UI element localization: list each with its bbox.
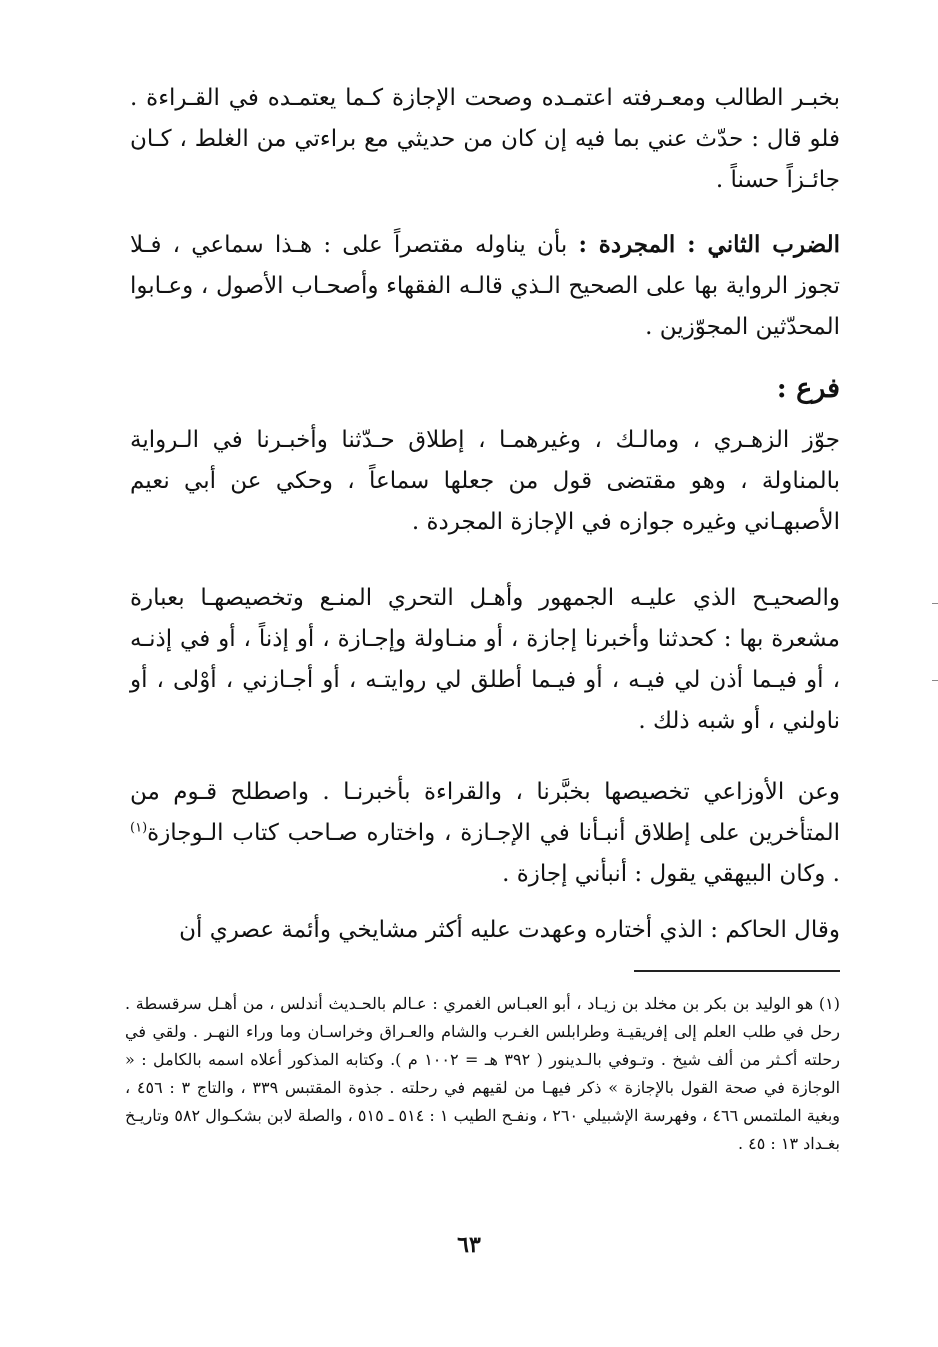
section-heading: فرع :: [776, 373, 840, 404]
edge-mark: [932, 680, 938, 681]
footnote-divider: [634, 970, 840, 972]
paragraph-1: بخبـر الطالب ومعـرفته اعتمـده وصحت الإجازة كـما يعتمـده في القـراءة . فلو قال : حدّث عني بما فيه إن كان من حديثي مع براءتي من الغلط ، كـان جائـزاً حسناً .: [130, 85, 840, 193]
footnote-marker: (١): [130, 820, 148, 836]
page-number: ٦٣: [457, 1232, 481, 1258]
paragraph-6: وقال الحاكم : الذي أختاره وعهدت عليه أكثر مشايخي وأئمة عصري أن: [179, 917, 840, 943]
paragraph-4: والصحيـح الذي عليـه الجمهور وأهـل التحري المنـع وتخصيصهـا بعبارة مشعرة بها : كحدثنا وأخبرنا إجازة ، أو منـاولة وإجـازة ، أو إذناً ، أو في إذنـه ، أو فيـما أذن لي فيـه ، أو فيـما أطلق لي روايتـه ، أو أجـازني ، أوْلى ، أو ناولني ، أو شبه ذلك .: [130, 585, 840, 734]
paragraph-2: [130, 224, 840, 348]
edge-mark: [932, 603, 938, 604]
footnote-text: (١) هو الوليد بن بكر بن مخلد بن زيـاد ، أبو العبـاس الغمري : عـالم بالحـديث أندلس ، من أهـل سرقسطة . رحل في طلب العلم إلى إفريقيـة وطرابلس الغـرب والشام والعـراق وخراسـان وما وراء النهـر . ولقي في رحلته أكـثر من ألف شيخ . وتـوفي بالـدينور ( ٣٩٢ هـ = ١٠٠٢ م ). وكتابه المذكور أعلاه اسمه بالكامل : « الوجازة في صحة القول بالإجازة » ذكر فيهـا من لقيهم في رحلته . جذوة المقتبس ٣٣٩ ، والتاج ٣ : ٤٥٦ ، وبغية الملتمس ٤٦٦ ، وفهرسة الإشبيلي ٢٦٠ ، ونفـح الطيب ١ : ٥١٤ ـ ٥١٥ ، والصلة لابن بشكـوال ٥٨٢ وتاريـخ بغـداد ١٣ : ٤٥ .: [125, 994, 841, 1153]
paragraph-5-part-b: . وكان البيهقي يقول : أنبأني إجازة .: [502, 861, 840, 887]
paragraph-3: جوّز الزهـري ، ومالـك ، وغيرهمـا ، إطلاق حـدّثنا وأخبـرنا في الـرواية بالمناولة ، وهو مقتضى قول من جعلها سماعاً ، وحكي عن أبي نعيم الأصبهـاني وغيره جوازه في الإجازة المجردة .: [130, 427, 840, 535]
paragraph-5: [130, 772, 840, 895]
paragraph-2-bold-lead: الضرب الثاني : المجردة :: [578, 231, 840, 258]
paragraph-2-body: بأن يناوله مقتصراً على : هـذا سماعي ، فـلا تجوز الرواية بها على الصحيح الـذي قالـه الفقهاء وأصحـاب الأصول ، وعـابوا المحدّثين المجوّزين .: [130, 232, 840, 340]
paragraph-5-part-a: وعن الأوزاعي تخصيصها بخبَّرنا ، والقراءة بأخبرنـا . واصطلح قـوم من المتأخرين على إطلاق أنبـأنا في الإجـازة ، واختاره صـاحب كتاب الـوجازة: [130, 779, 840, 846]
